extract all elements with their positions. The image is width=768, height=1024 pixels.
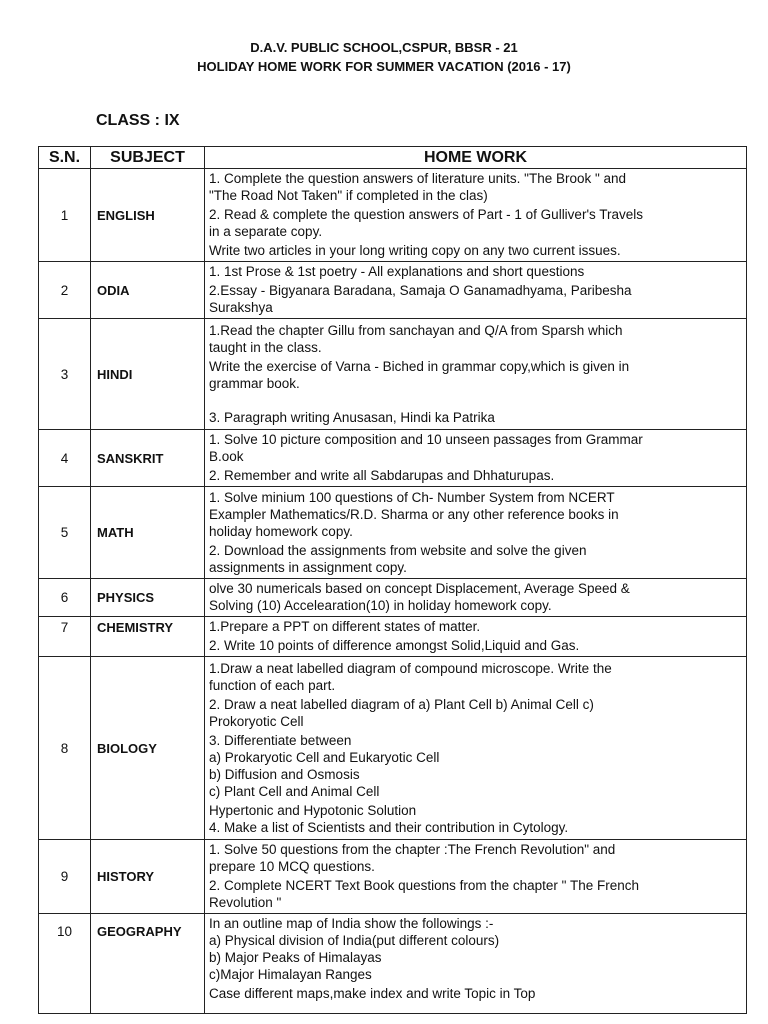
row-homework bbox=[205, 657, 747, 840]
column-header-homework: HOME WORK bbox=[205, 147, 747, 169]
row-subject: HINDI bbox=[91, 319, 205, 430]
table-header-row bbox=[39, 147, 747, 169]
homework-line: In an outline map of India show the followings :- bbox=[209, 916, 494, 931]
column-header-sn: S.N. bbox=[39, 147, 91, 169]
row-sn: 6 bbox=[39, 579, 91, 617]
homework-line: B.ook bbox=[209, 449, 244, 464]
row-sn: 10 bbox=[39, 914, 91, 1014]
homework-line: Solving (10) Accelearation(10) in holiday homework copy. bbox=[209, 598, 552, 613]
homework-line: 2. Complete NCERT Text Book questions from the chapter " The French bbox=[209, 878, 640, 893]
row-sn: 1 bbox=[39, 169, 91, 262]
table-row bbox=[39, 657, 747, 840]
row-subject: SANSKRIT bbox=[91, 430, 205, 487]
table-row bbox=[39, 430, 747, 487]
homework-line: "The Road Not Taken" if completed in the clas) bbox=[209, 188, 488, 203]
homework-line: 1. 1st Prose & 1st poetry - All explanations and short questions bbox=[209, 264, 585, 279]
homework-line: 2. Draw a neat labelled diagram of a) Plant Cell b) Animal Cell c) bbox=[209, 696, 594, 712]
row-homework bbox=[205, 840, 747, 914]
homework-line: 2.Essay - Bigyanara Baradana, Samaja O Ganamadhyama, Paribesha bbox=[209, 283, 632, 298]
row-homework bbox=[205, 487, 747, 579]
homework-line: 1. Complete the question answers of literature units. "The Brook " and bbox=[209, 171, 627, 186]
row-subject: ENGLISH bbox=[91, 169, 205, 262]
homework-line: Revolution " bbox=[209, 895, 282, 910]
homework-line: 1. Solve 10 picture composition and 10 unseen passages from Grammar bbox=[209, 432, 643, 447]
homework-line: a) Prokaryotic Cell and Eukaryotic Cell bbox=[209, 749, 440, 765]
row-homework bbox=[205, 430, 747, 487]
homework-line: c) Plant Cell and Animal Cell bbox=[209, 783, 380, 799]
row-homework bbox=[205, 169, 747, 262]
homework-line: grammar book. bbox=[209, 375, 300, 391]
homework-line: Case different maps,make index and write Topic in Top bbox=[209, 986, 536, 1001]
row-homework bbox=[205, 617, 747, 657]
homework-line: a) Physical division of India(put different colours) bbox=[209, 933, 500, 948]
homework-line: b) Major Peaks of Himalayas bbox=[209, 950, 382, 965]
row-homework bbox=[205, 914, 747, 1014]
row-homework bbox=[205, 262, 747, 319]
document-title: HOLIDAY HOME WORK FOR SUMMER VACATION (2016 - 17) bbox=[197, 59, 571, 74]
homework-line: 3. Paragraph writing Anusasan, Hindi ka Patrika bbox=[209, 409, 495, 425]
homework-line: 1. Solve 50 questions from the chapter :The French Revolution" and bbox=[209, 842, 616, 857]
homework-table bbox=[38, 146, 747, 1014]
class-label: CLASS : IX bbox=[96, 112, 180, 129]
homework-line: b) Diffusion and Osmosis bbox=[209, 766, 360, 782]
homework-line: Prokoryotic Cell bbox=[209, 713, 304, 729]
homework-line: holiday homework copy. bbox=[209, 523, 353, 539]
row-homework bbox=[205, 319, 747, 430]
homework-line: prepare 10 MCQ questions. bbox=[209, 859, 375, 874]
homework-line: taught in the class. bbox=[209, 339, 322, 355]
blank-line bbox=[209, 392, 742, 409]
homework-line: 2. Remember and write all Sabdarupas and Dhhaturupas. bbox=[209, 468, 555, 483]
homework-line: 1. Solve minium 100 questions of Ch- Number System from NCERT bbox=[209, 489, 615, 505]
row-sn: 5 bbox=[39, 487, 91, 579]
row-subject: ODIA bbox=[91, 262, 205, 319]
table-row bbox=[39, 914, 747, 1014]
row-sn: 4 bbox=[39, 430, 91, 487]
homework-line: 4. Make a list of Scientists and their contribution in Cytology. bbox=[209, 819, 569, 835]
school-name: D.A.V. PUBLIC SCHOOL,CSPUR, BBSR - 21 bbox=[250, 40, 518, 55]
homework-line: Hypertonic and Hypotonic Solution bbox=[209, 802, 417, 818]
homework-line: 1.Prepare a PPT on different states of matter. bbox=[209, 619, 481, 634]
homework-line: 3. Differentiate between bbox=[209, 732, 352, 748]
table-row bbox=[39, 262, 747, 319]
table-row bbox=[39, 487, 747, 579]
row-sn: 2 bbox=[39, 262, 91, 319]
row-subject: PHYSICS bbox=[91, 579, 205, 617]
homework-line: in a separate copy. bbox=[209, 224, 323, 239]
homework-line: 1.Draw a neat labelled diagram of compound microscope. Write the bbox=[209, 660, 612, 676]
row-sn: 8 bbox=[39, 657, 91, 840]
row-subject: HISTORY bbox=[91, 840, 205, 914]
row-homework bbox=[205, 579, 747, 617]
homework-line: assignments in assignment copy. bbox=[209, 559, 407, 575]
table-row bbox=[39, 169, 747, 262]
homework-line: Write two articles in your long writing copy on any two current issues. bbox=[209, 243, 621, 258]
row-sn: 7 bbox=[39, 617, 91, 657]
row-subject: CHEMISTRY bbox=[91, 617, 205, 657]
homework-line: Surakshya bbox=[209, 300, 273, 315]
column-header-subject: SUBJECT bbox=[91, 147, 205, 169]
homework-line: 2. Write 10 points of difference amongst Solid,Liquid and Gas. bbox=[209, 638, 580, 653]
row-subject: GEOGRAPHY bbox=[91, 914, 205, 1014]
table-row bbox=[39, 840, 747, 914]
homework-line: olve 30 numericals based on concept Displacement, Average Speed & bbox=[209, 581, 630, 596]
homework-line: function of each part. bbox=[209, 677, 336, 693]
homework-line: c)Major Himalayan Ranges bbox=[209, 967, 372, 982]
table-row bbox=[39, 319, 747, 430]
table-row bbox=[39, 617, 747, 657]
row-sn: 3 bbox=[39, 319, 91, 430]
homework-line: Write the exercise of Varna - Biched in grammar copy,which is given in bbox=[209, 358, 630, 374]
homework-line: Exampler Mathematics/R.D. Sharma or any other reference books in bbox=[209, 506, 619, 522]
table-row bbox=[39, 579, 747, 617]
homework-line: 1.Read the chapter Gillu from sanchayan and Q/A from Sparsh which bbox=[209, 322, 623, 338]
homework-line: 2. Read & complete the question answers of Part - 1 of Gulliver's Travels bbox=[209, 207, 644, 222]
homework-line: 2. Download the assignments from website and solve the given bbox=[209, 542, 587, 558]
row-subject: MATH bbox=[91, 487, 205, 579]
row-sn: 9 bbox=[39, 840, 91, 914]
row-subject: BIOLOGY bbox=[91, 657, 205, 840]
